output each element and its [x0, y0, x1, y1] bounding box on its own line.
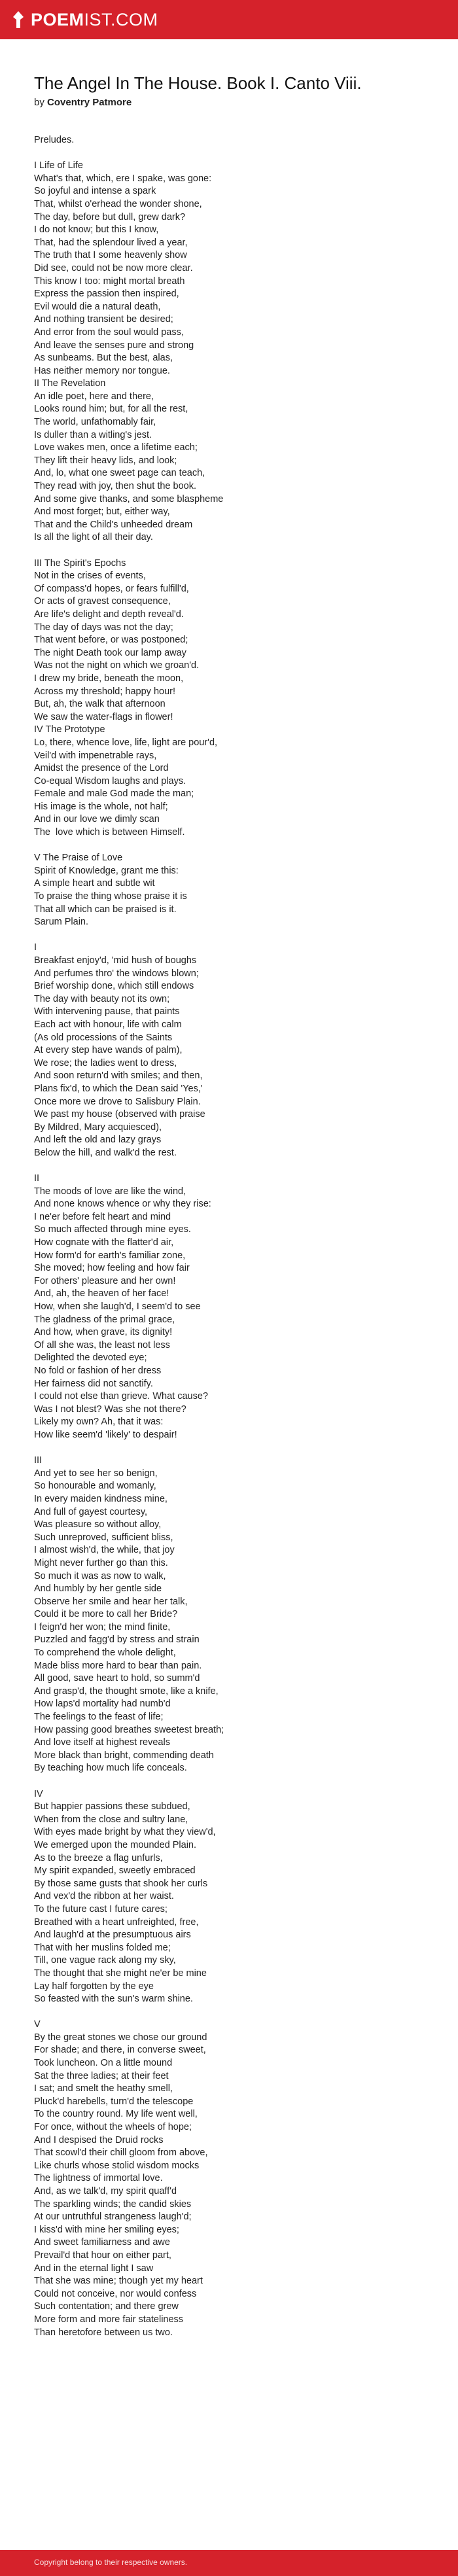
poem-text: Preludes. I Life of Life What's that, which, ere I spake, was gone: So joyful and intense a spark That, whilst o'erhead the wonder shone, The day, before but dull, grew dark? I do not know; but this I know, That, had the splendour lived a year, The truth that I some heavenly show Did see, could not be now more clear. This know I too: might mortal breath Express the passion then inspired, Evil would die a natural death, And nothing transient be desired; And error from the soul would pass, And leave the senses pure and strong As sunbeams. But the best, alas, Has neither memory nor tongue. II The Revelation An idle poet, here and there, Looks round him; but, for all the rest, The world, unfathomably fair, Is duller than a witling's jest. Love wakes men, once a lifetime each; They lift their heavy lids, and look; And, lo, what one sweet page can teach, They read with joy, then shut the book. And some give thanks, and some blaspheme And most forget; but, either way, That and the Child's unheeded dream Is all the light of all their day. III The Spirit's Epochs Not in the crises of events, Of compass'd hopes, or fears fulfill'd, Or acts of gravest consequence, Are life's delight and depth reveal'd. The day of days was not the day; That went before, or was postponed; The night Death took our lamp away Was not the night on which we groan'd. I drew my bride, beneath the moon, Across my threshold; happy hour! But, ah, the walk that afternoon We saw the water-flags in flower! IV The Prototype Lo, there, whence love, life, light are pour'd, Veil'd with impenetrable rays, Amidst the presence of the Lord Co-equal Wisdom laughs and plays. Female and male God made the man; His image is the whole, not half; And in our love we dimly scan The love which is between Himself. V The Praise of Love Spirit of Knowledge, grant me this: A simple heart and subtle wit To praise the thing whose praise it is That all which can be praised is it. Sarum Plain. I Breakfast enjoy'd, 'mid hush of boughs And perfumes thro' the windows blown; Brief worship done, which still endows The day with beauty not its own; With intervening pause, that paints Each act with honour, life with calm (As old processions of the Saints At every step have wands of palm), We rose; the ladies went to dress, And soon return'd with smiles; and then, Plans fix'd, to which the Dean said 'Yes,' Once more we drove to Salisbury Plain. We past my house (observed with praise By Mildred, Mary acquiesced), And left the old and lazy grays Below the hill, and walk'd the rest. II The moods of love are like the wind, And none knows whence or why they rise: I ne'er before felt heart and mind So much affected through mine eyes. How cognate with the flatter'd air, How form'd for earth's familiar zone, She moved; how feeling and how fair For others' pleasure and her own! And, ah, the heaven of her face! How, when she laugh'd, I seem'd to see The gladness of the primal grace, And how, when grave, its dignity! Of all she was, the least not less Delighted the devoted eye; No fold or fashion of her dress Her fairness did not sanctify. I could not else than grieve. What cause? Was I not blest? Was she not there? Likely my own? Ah, that it was: How like seem'd 'likely' to despair! III And yet to see her so benign, So honourable and womanly, In every maiden kindness mine, And full of gayest courtesy, Was pleasure so without alloy, Such unreproved, sufficient bliss, I almost wish'd, the while, that joy Might never further go than this. So much it was as now to walk, And humbly by her gentle side Observe her smile and hear her talk, Could it be more to call her Bride? I feign'd her won; the mind finite, Puzzled and fagg'd by stress and strain To comprehend the whole delight, Made bliss more hard to bear than pain. All good, save heart to hold, so summ'd And grasp'd, the thought smote, like a knife, How laps'd mortality had numb'd The feelings to the feast of life; How passing good breathes sweetest breath; And love itself at highest reveals More black than bright, commending death By teaching how much life conceals. IV But happier passions these subdued, When from the close and sultry lane, With eyes made bright by what they view'd, We emerged upon the mounded Plain. As to the breeze a flag unfurls, My spirit expanded, sweetly embraced By those same gusts that shook her curls And vex'd the ribbon at her waist. To the future cast I future cares; Breathed with a heart unfreighted, free, And laugh'd at the presumptuous airs That with her muslins folded me; Till, one vague rack along my sky, The thought that she might ne'er be mine Lay half forgotten by the eye So feasted with the sun's warm shine. V By the great stones we chose our ground For shade; and there, in converse sweet, Took luncheon. On a little mound Sat the three ladies; at their feet I sat; and smelt the heathy smell, Pluck'd harebells, turn'd the telescope To the country round. My life went well, For once, without the wheels of hope; And I despised the Druid rocks That scowl'd their chill gloom from above, Like churls whose stolid wisdom mocks The lightness of immortal love. And, as we talk'd, my spirit quaff'd The sparkling winds; the candid skies At our untruthful strangeness laugh'd; I kiss'd with mine her smiling eyes; And sweet familiarness and awe Prevail'd that hour on either part, And in the eternal light I saw That she was mine; though yet my heart Could not conceive, nor would confess Such contentation; and there grew More form and more fair stateliness Than heretofore between us two. [34, 135, 224, 2338]
site-logo[interactable] [13, 0, 158, 39]
site-name-bold: POEM [31, 9, 84, 29]
quill-logo-icon [13, 11, 25, 28]
poem-byline [34, 97, 427, 108]
copyright-notice: Copyright belong to their respective owners. [34, 2558, 188, 2567]
author-link[interactable]: Coventry Patmore [47, 97, 132, 108]
poem-title: The Angel In The House. Book I. Canto Viii. [34, 73, 362, 93]
site-name [31, 10, 158, 30]
footer-bar [0, 2550, 458, 2576]
top-bar [0, 0, 458, 39]
site-name-light: IST.COM [84, 9, 158, 29]
byline-prefix: by [34, 97, 44, 108]
poem-content [34, 73, 427, 2339]
